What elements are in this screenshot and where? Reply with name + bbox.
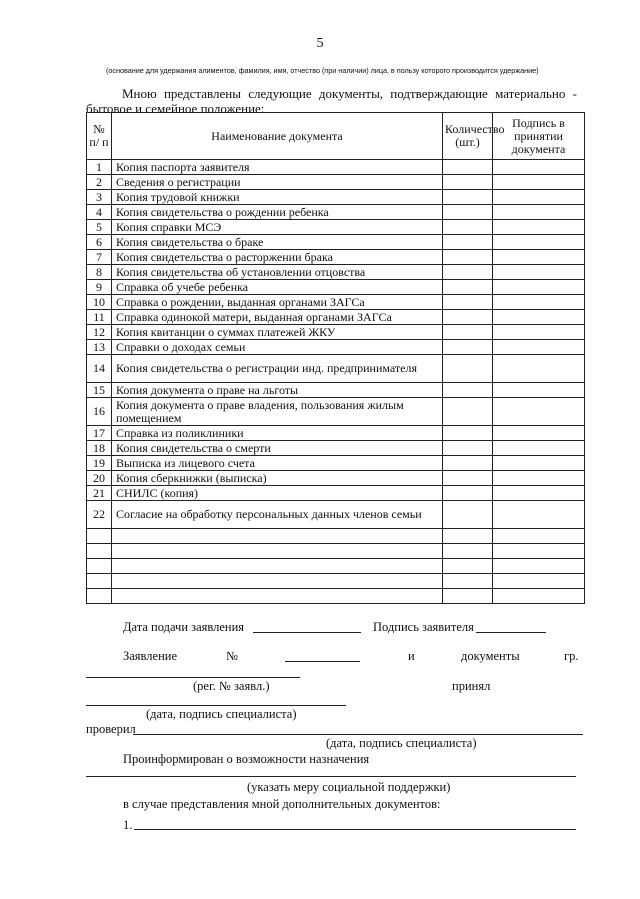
accepted-word: принял: [452, 679, 491, 693]
alimony-basis-note: (основание для удержания алиментов, фамилия, имя, отчество (при наличии) лица, в пользу которого производится удержание): [106, 66, 539, 75]
table-row-empty: [87, 529, 585, 544]
signature-cell[interactable]: [493, 544, 585, 559]
document-name: Копия свидетельства о расторжении брака: [112, 250, 443, 265]
signature-cell[interactable]: [493, 325, 585, 340]
signature-cell[interactable]: [493, 501, 585, 529]
quantity-cell[interactable]: [443, 340, 493, 355]
document-name: Копия свидетельства о смерти: [112, 441, 443, 456]
row-number: 1: [87, 160, 112, 175]
quantity-cell[interactable]: [443, 250, 493, 265]
table-row: [87, 355, 585, 383]
quantity-cell[interactable]: [443, 190, 493, 205]
quantity-cell[interactable]: [443, 160, 493, 175]
table-row: [87, 280, 585, 295]
row-number: 16: [87, 398, 112, 426]
quantity-cell[interactable]: [443, 325, 493, 340]
row-number: 18: [87, 441, 112, 456]
applicant-signature-field[interactable]: [476, 632, 546, 633]
table-row: [87, 265, 585, 280]
accepted-by-field[interactable]: [86, 705, 346, 706]
table-row: [87, 295, 585, 310]
document-name: Копия сберкнижки (выписка): [112, 471, 443, 486]
document-name: Копия свидетельства о регистрации инд. предпринимателя: [112, 355, 443, 383]
row-number: 13: [87, 340, 112, 355]
table-row: [87, 325, 585, 340]
additional-item-1-number: 1.: [123, 818, 133, 832]
signature-cell[interactable]: [493, 456, 585, 471]
quantity-cell[interactable]: [443, 265, 493, 280]
table-row-empty: [87, 544, 585, 559]
accepted-date-signature-hint: (дата, подпись специалиста): [146, 707, 297, 721]
quantity-cell[interactable]: [443, 441, 493, 456]
signature-cell[interactable]: [493, 559, 585, 574]
row-number: 9: [87, 280, 112, 295]
additional-item-1-field[interactable]: [134, 829, 576, 830]
documents-table-body: [87, 160, 585, 604]
table-row-empty: [87, 559, 585, 574]
table-row: [87, 310, 585, 325]
document-name: Копия документа о праве владения, пользования жилым помещением: [112, 398, 443, 426]
signature-cell[interactable]: [493, 383, 585, 398]
and-word: и: [408, 649, 415, 663]
quantity-cell[interactable]: [443, 175, 493, 190]
signature-cell[interactable]: [493, 160, 585, 175]
table-row: [87, 340, 585, 355]
document-name: Копия квитанции о суммах платежей ЖКУ: [112, 325, 443, 340]
row-number: 7: [87, 250, 112, 265]
document-name: Копия свидетельства о рождении ребенка: [112, 205, 443, 220]
row-number: 5: [87, 220, 112, 235]
statement-number-field[interactable]: [285, 661, 360, 662]
document-name: Копия трудовой книжки: [112, 190, 443, 205]
table-row: [87, 441, 585, 456]
quantity-cell[interactable]: [443, 280, 493, 295]
checked-word: проверил: [86, 722, 136, 736]
document-name[interactable]: [112, 574, 443, 589]
page-number: 5: [316, 36, 324, 51]
quantity-cell[interactable]: [443, 574, 493, 589]
signature-cell[interactable]: [493, 340, 585, 355]
table-row: [87, 383, 585, 398]
checked-date-signature-hint: (дата, подпись специалиста): [326, 736, 477, 750]
application-date-label: Дата подачи заявления: [123, 620, 245, 634]
document-name: Копия справки МСЭ: [112, 220, 443, 235]
row-number: 17: [87, 426, 112, 441]
table-row: [87, 175, 585, 190]
support-measure-hint: (указать меру социальной поддержки): [247, 780, 451, 794]
document-name: Справки о доходах семьи: [112, 340, 443, 355]
quantity-cell[interactable]: [443, 529, 493, 544]
signature-cell[interactable]: [493, 265, 585, 280]
document-name: Копия паспорта заявителя: [112, 160, 443, 175]
quantity-cell[interactable]: [443, 310, 493, 325]
quantity-cell[interactable]: [443, 471, 493, 486]
signature-cell[interactable]: [493, 486, 585, 501]
row-number: 6: [87, 235, 112, 250]
quantity-cell[interactable]: [443, 398, 493, 426]
number-sign: №: [226, 649, 238, 663]
signature-cell[interactable]: [493, 426, 585, 441]
document-name: Копия документа о праве на льготы: [112, 383, 443, 398]
signature-cell[interactable]: [493, 355, 585, 383]
row-number[interactable]: [87, 574, 112, 589]
citizen-abbrev: гр.: [564, 649, 579, 663]
table-header-row: [87, 113, 585, 160]
quantity-cell[interactable]: [443, 456, 493, 471]
table-row: [87, 486, 585, 501]
checked-by-field[interactable]: [133, 734, 583, 735]
signature-cell[interactable]: [493, 220, 585, 235]
document-name: Справка одинокой матери, выданная органами ЗАГСа: [112, 310, 443, 325]
signature-cell[interactable]: [493, 310, 585, 325]
signature-cell[interactable]: [493, 398, 585, 426]
table-row: [87, 456, 585, 471]
table-row-empty: [87, 589, 585, 604]
document-name: Сведения о регистрации: [112, 175, 443, 190]
signature-cell[interactable]: [493, 589, 585, 604]
document-name[interactable]: [112, 559, 443, 574]
signature-cell[interactable]: [493, 190, 585, 205]
document-name[interactable]: [112, 589, 443, 604]
signature-cell[interactable]: [493, 235, 585, 250]
quantity-cell[interactable]: [443, 486, 493, 501]
row-number: 15: [87, 383, 112, 398]
row-number: 12: [87, 325, 112, 340]
document-name[interactable]: [112, 544, 443, 559]
document-name: СНИЛС (копия): [112, 486, 443, 501]
quantity-cell[interactable]: [443, 383, 493, 398]
signature-cell[interactable]: [493, 280, 585, 295]
signature-cell[interactable]: [493, 295, 585, 310]
signature-cell[interactable]: [493, 574, 585, 589]
quantity-cell[interactable]: [443, 295, 493, 310]
document-name: Справка об учебе ребенка: [112, 280, 443, 295]
row-number: 2: [87, 175, 112, 190]
row-number[interactable]: [87, 529, 112, 544]
col-header-quantity: Количество (шт.): [443, 113, 493, 160]
table-row: [87, 471, 585, 486]
table-row: [87, 205, 585, 220]
quantity-cell[interactable]: [443, 589, 493, 604]
row-number: 8: [87, 265, 112, 280]
quantity-cell[interactable]: [443, 235, 493, 250]
quantity-cell[interactable]: [443, 205, 493, 220]
informed-text: Проинформирован о возможности назначения: [123, 752, 370, 766]
signature-cell[interactable]: [493, 205, 585, 220]
table-row: [87, 235, 585, 250]
reg-number-hint: (рег. № заявл.): [193, 679, 270, 693]
row-number: 11: [87, 310, 112, 325]
documents-table: [86, 112, 585, 604]
row-number[interactable]: [87, 544, 112, 559]
statement-word: Заявление: [123, 649, 178, 663]
col-header-signature: Подпись в принятии документа: [493, 113, 585, 160]
table-row: [87, 398, 585, 426]
quantity-cell[interactable]: [443, 501, 493, 529]
table-row: [87, 426, 585, 441]
col-header-document-name: Наименование документа: [112, 113, 443, 160]
table-row: [87, 160, 585, 175]
documents-word: документы: [461, 649, 520, 663]
additional-documents-text: в случае представления мной дополнительных документов:: [123, 797, 441, 811]
document-name: Согласие на обработку персональных данных членов семьи: [112, 501, 443, 529]
signature-cell[interactable]: [493, 250, 585, 265]
applicant-signature-label: Подпись заявителя: [373, 620, 474, 634]
document-name: Справка о рождении, выданная органами ЗАГСа: [112, 295, 443, 310]
table-row: [87, 220, 585, 235]
row-number: 4: [87, 205, 112, 220]
row-number: 22: [87, 501, 112, 529]
row-number: 19: [87, 456, 112, 471]
citizen-name-field[interactable]: [86, 677, 300, 678]
table-row-empty: [87, 574, 585, 589]
row-number: 14: [87, 355, 112, 383]
support-measure-field[interactable]: [86, 776, 576, 777]
application-date-field[interactable]: [253, 632, 361, 633]
quantity-cell[interactable]: [443, 544, 493, 559]
row-number[interactable]: [87, 559, 112, 574]
row-number: 3: [87, 190, 112, 205]
signature-cell[interactable]: [493, 471, 585, 486]
document-name: Выписка из лицевого счета: [112, 456, 443, 471]
row-number: 10: [87, 295, 112, 310]
document-name: Копия свидетельства об установлении отцовства: [112, 265, 443, 280]
row-number[interactable]: [87, 589, 112, 604]
row-number: 21: [87, 486, 112, 501]
document-name: Справка из поликлиники: [112, 426, 443, 441]
signature-cell[interactable]: [493, 441, 585, 456]
quantity-cell[interactable]: [443, 426, 493, 441]
col-header-number: № п/ п: [87, 113, 112, 160]
document-name: Копия свидетельства о браке: [112, 235, 443, 250]
table-row: [87, 250, 585, 265]
document-name[interactable]: [112, 529, 443, 544]
table-row: [87, 501, 585, 529]
quantity-cell[interactable]: [443, 559, 493, 574]
intro-line-1: Мною представлены следующие документы, подтверждающие материально -: [122, 86, 577, 101]
quantity-cell[interactable]: [443, 355, 493, 383]
table-row: [87, 190, 585, 205]
quantity-cell[interactable]: [443, 220, 493, 235]
row-number: 20: [87, 471, 112, 486]
signature-cell[interactable]: [493, 175, 585, 190]
intro-line-2: бытовое и семейное положение:: [86, 101, 265, 116]
signature-cell[interactable]: [493, 529, 585, 544]
